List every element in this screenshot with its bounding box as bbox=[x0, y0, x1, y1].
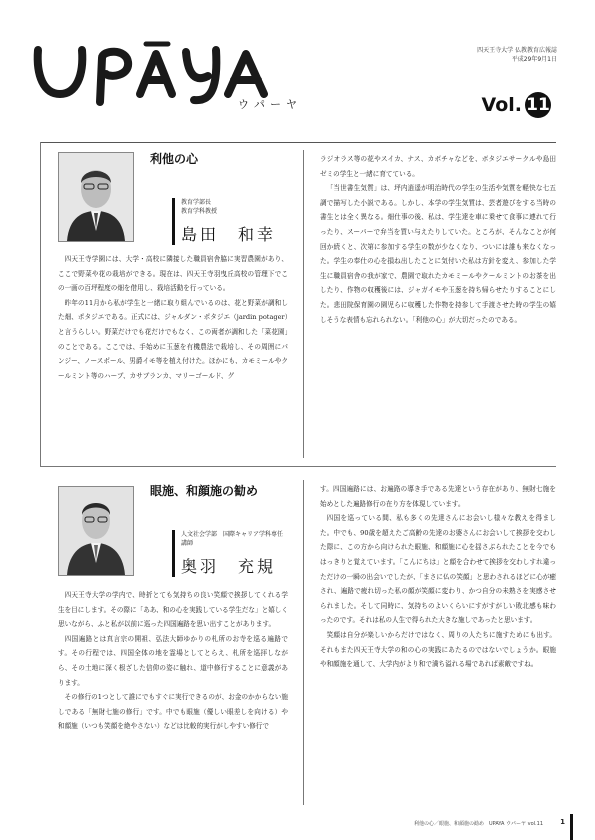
portrait-image bbox=[59, 487, 133, 575]
article2-role-line2: 講師 bbox=[181, 540, 194, 547]
article1-role-line2: 教育学科教授 bbox=[181, 208, 218, 215]
paragraph: ラジオラス等の花やスイカ、ナス、カボチャなどを、ボタジエサークルや島田ゼミの学生と一緒に育てている。 bbox=[320, 155, 556, 178]
paragraph: 四国遍路とは真言宗の開祖、弘法大師ゆかりの札所のお寺を巡る遍路です。その行程では、四国全体の地を霊場としてとらえ、札所を巡拝しながら、その土地に深く根ざした信仰の姿に触れ、道中修行することに意義があります。 bbox=[58, 634, 288, 687]
author-photo-okuba bbox=[58, 486, 134, 576]
paragraph: す。四国遍路には、お遍路の導き手である先達という存在があり、無財七施を始めとした遍路修行の在り方を体現しています。 bbox=[320, 485, 556, 508]
page-edge-bar bbox=[570, 814, 573, 840]
footer-running-title: 利他の心／眼施、和顔施の勧め UPAYA ウパーヤ vol.11 bbox=[413, 821, 543, 827]
volume-label: Vol. bbox=[481, 94, 522, 116]
volume-badge bbox=[482, 92, 551, 118]
logo-kana: ウパーヤ bbox=[238, 98, 302, 111]
article2-role-line1: 人文社会学部 国際キャリア学科専任 bbox=[181, 531, 284, 538]
portrait-image bbox=[59, 153, 133, 241]
volume-number: 11 bbox=[525, 92, 551, 118]
article2-column-left bbox=[58, 588, 288, 734]
article1-role-line1: 教育学部長 bbox=[181, 199, 212, 206]
paragraph: 「当世書生気質」は、坪内逍遥が明治時代の学生の生活や気質を軽快な七五調で描写した小説である。しかし、本学の学生気質は、芸者遊びをする当時の書生とは全く異なる。畑仕事の後、私は、学生達を車に乗せて食事に連れて行ったり、スーパーで弁当を買い与えたりしていた。ところが、そんなことが何回か続くと、次第に参加する学生の数が少なくなり、ついには誰も来なくなった。学生の奉仕の心を損ね出したことに気付いた私は方針を変え、参加した学生に職員宿舎の我が家で、農園で取れたカモミールやクールミントのお茶を出したり、作物の収穫後には、ジャガイモや玉葱を持ち帰らせたりすることにした。悲田院保育園の園児らに収穫した作物を持参して手渡させた時の学生の嬉しそうな表情も忘れられない。「利他の心」が大切だったのである。 bbox=[320, 184, 556, 324]
paragraph: 昨年の11月から私が学生と一緒に取り組んでいるのは、花と野菜が調和した畑、ポタジエである。正式には、ジャルダン・ポタジエ（jardin potager）と言うらしい。野菜だけでも花だけでもなく、この両者が調和した「菜花園」のことである。ここでは、手始めに玉葱を有機農法で栽培し、その周囲にパンジー、ノースポール、男爵イモ等を植え付けた。ほかにも、カモミールやクールミント等のハーブ、カサブランカ、マリーゴールド、グ bbox=[58, 298, 288, 380]
article1-author-name: 島田 和幸 bbox=[181, 225, 277, 244]
issue-date: 平成29年9月1日 bbox=[511, 56, 557, 63]
top-rule bbox=[40, 142, 556, 143]
paragraph: 四天王寺大学の学内で、時折とても気持ちの良い笑顔で挨拶してくれる学生を目にします。その際に「ああ、和の心を実践している学生だな」と嬉しく思いながら、ふと私が以前に巡った四国遍路を思い出すことがあります。 bbox=[58, 591, 288, 629]
article2-column-right bbox=[320, 482, 556, 672]
publisher-name: 四天王寺大学 仏教教育広報誌 bbox=[477, 47, 557, 54]
article2-author-block bbox=[172, 530, 283, 577]
article1-column-right bbox=[320, 152, 556, 327]
article1-author-block bbox=[172, 198, 276, 245]
article1-column-left bbox=[58, 252, 288, 383]
article2-author-name: 奥羽 充規 bbox=[181, 557, 277, 576]
article1-title: 利他の心 bbox=[150, 152, 199, 166]
left-border bbox=[40, 142, 41, 466]
column-divider bbox=[303, 480, 304, 805]
column-divider bbox=[303, 150, 304, 458]
paragraph: 四天王寺学園には、大学・高校に隣接した職員宿舎脇に実習農園があり、ここで野菜や花の栽培ができる。現在は、四天王寺羽曳丘高校の管理下でこの一画の百坪程度の畑を借用し、栽培活動を行っている。 bbox=[58, 255, 288, 293]
paragraph: 四国を巡っている間、私も多くの先達さんにお会いし様々な教えを得ました。中でも、90歳を超えたご高齢の先達のお婆さんにお会いして挨拶を交わした際に、この方から向けられた眼施、和顔施に心を揺さぶられたことを今でもはっきりと覚えています。「こんにちは」と顔を合わせて挨拶を交わしすれ違っただけの一瞬の出会いでしたが、「まさに仏の笑顔」と思わされるほどに心が癒され、遍路で疲れ切った私の顔が笑顔に変わり、かつ自分の未熟さを実感させられました。そして同時に、気持ちのよいくらいにすがすがしい敗北感も味わったのです。それは私の人生で得られた大きな施しであったと思います。 bbox=[320, 514, 556, 625]
publication-info bbox=[477, 46, 557, 64]
page-number: 1 bbox=[560, 818, 565, 826]
paragraph: その修行の1つとして誰にでもすぐに実行できるのが、お金のかからない施しである「無財七施の修行」です。中でも眼施（優しい眼差しを向ける）や和顔施（いつも笑顔を絶やさない）などは比較的実行がしやすい修行で bbox=[58, 693, 288, 731]
author-photo-shimada bbox=[58, 152, 134, 242]
article-separator bbox=[40, 466, 556, 467]
article2-title: 眼施、和顔施の勧め bbox=[150, 484, 259, 498]
paragraph: 笑顔は自分が楽しいからだけではなく、周りの人たちに施すためにも出す。それもまた四天王寺大学の和の心の実践にあたるのではないでしょうか。眼施や和顔施を通して、大学内がより和で満ち溢れる場であれば素敵ですね。 bbox=[320, 630, 556, 669]
